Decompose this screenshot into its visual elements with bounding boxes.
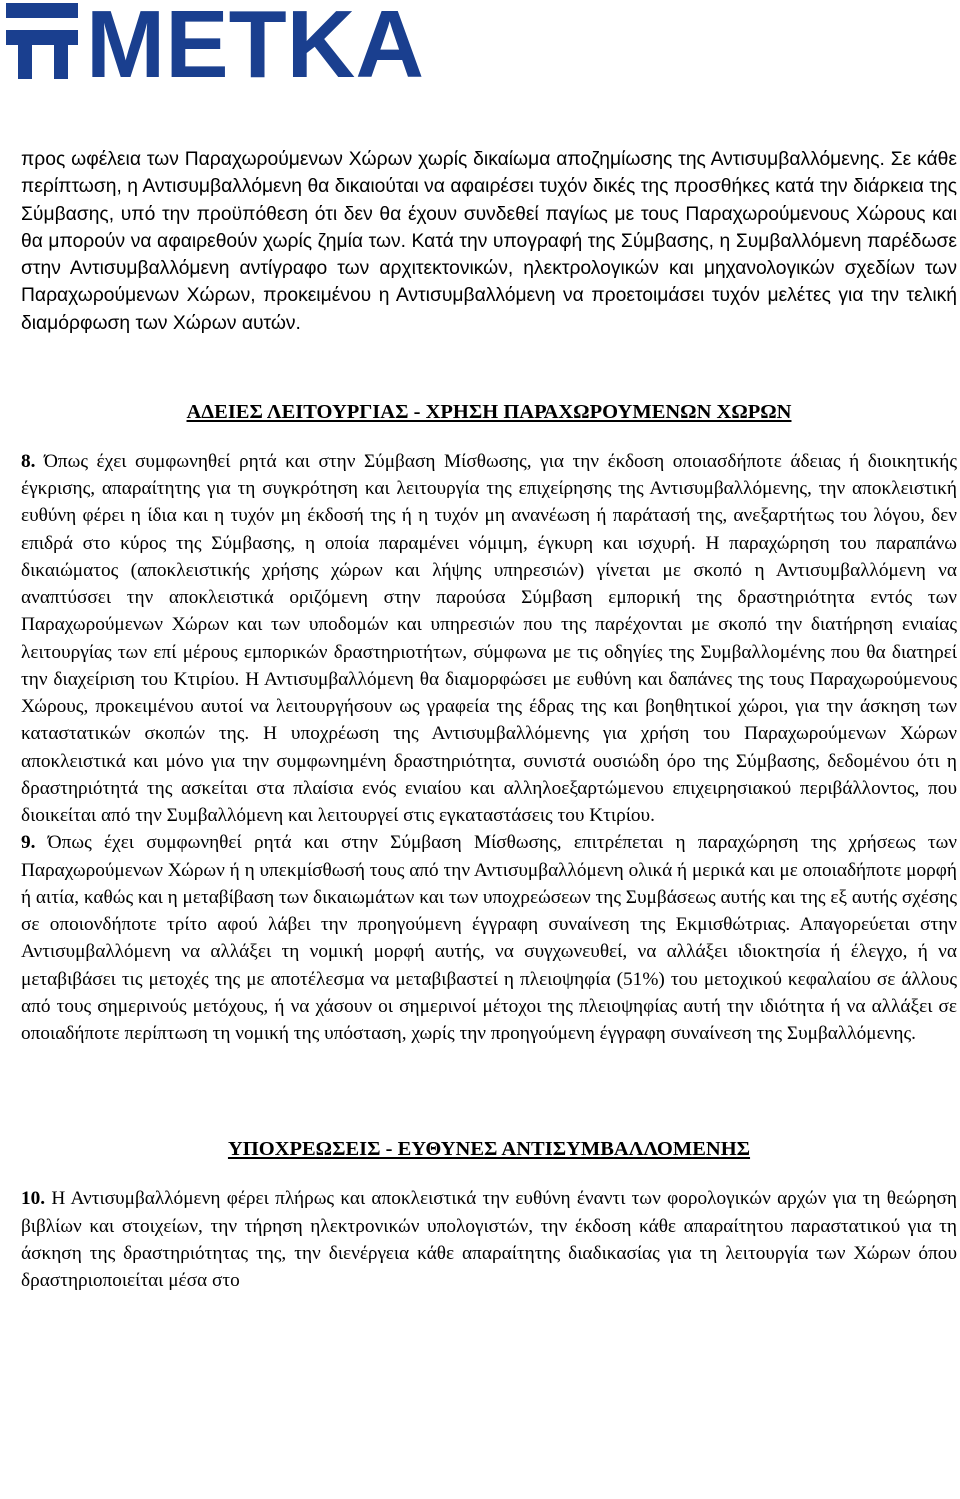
clause-9 <box>21 829 957 1047</box>
clause-number: 10. <box>21 1188 46 1210</box>
section-heading-licenses: ΑΔΕΙΕΣ ΛΕΙΤΟΥΡΓΙΑΣ - ΧΡΗΣΗ ΠΑΡΑΧΩΡΟΥΜΕΝΩΝ ΧΩΡΩΝ <box>186 400 792 423</box>
metka-logo-icon <box>6 3 426 79</box>
clause-10 <box>21 1185 957 1294</box>
clause-number: 9. <box>21 832 36 854</box>
paragraph-text: προς ωφέλεια των Παραχωρούμενων Χώρων χωρίς δικαίωμα αποζημίωσης της Αντισυμβαλλόμενης. Σε κάθε περίπτωση, η Αντισυμβαλλόμενη θα δικαιούται να αφαιρέσει τυχόν δικές της προσθήκες κατά την διάρκεια της Σύμβασης, υπό την προϋπόθεση ότι δεν θα έχουν συνδεθεί παγίως με τους Παραχωρούμενους Χώρους και θα μπορούν να αφαιρεθούν χωρίς ζημία των. Κατά την υπογραφή της Σύμβασης, η Συμβαλλόμενη παρέδωσε στην Αντισυμβαλλόμενη αντίγραφο των αρχιτεκτονικών, ηλεκτρολογικών και μηχανολογικών σχεδίων των Παραχωρούμενων Χώρων, προκειμένου η Αντισυμβαλλόμενη να προετοιμάσει τυχόν μελέτες για την τελική διαμόρφωση των Χώρων αυτών. <box>21 149 957 334</box>
clause-8 <box>21 448 957 830</box>
clause-text: Η Αντισυμβαλλόμενη φέρει πλήρως και αποκλειστικά την ευθύνη έναντι των φορολογικών αρχών για τη θεώρηση βιβλίων και στοιχείων, την τήρηση ηλεκτρονικών υπολογιστών, την έκδοση κάθε απαραίτητου παραστατικού για τη άσκηση της δραστηριότητας της, την διενέργεια κάθε απαραίτητης διαδικασίας για τη λειτουργία των Χώρων όπου δραστηριοποιείται μέσα στο <box>21 1188 957 1291</box>
paragraph-continuation <box>21 146 957 337</box>
clause-text: Όπως έχει συμφωνηθεί ρητά και στην Σύμβαση Μίσθωσης, για την έκδοση οποιασδήποτε άδειας ή διοικητικής έγκρισης, απαραίτητης για τη συγκρότηση και λειτουργία της επιχείρησης της Αντισυμβαλλόμενης, την αποκλειστική ευθύνη φέρει η ίδια και η τυχόν μη έκδοσή της ή η τυχόν μη ανανέωση ή παράτασή της, ανεξαρτήτως του λόγου, δεν επιδρά στο κύρος της Σύμβασης, η οποία παραμένει νόμιμη, έγκυρη και ισχυρή. Η παραχώρηση του παραπάνω δικαιώματος (αποκλειστικής χρήσης χώρων και λήψης υπηρεσιών) γίνεται με σκοπό η Αντισυμβαλλόμενη να αναπτύσσει την αποκλειστικά οριζόμενη στην παρούσα Σύμβαση εμπορική της δραστηριότητα εντός των Παραχωρούμενων Χώρων και των υποδομών και υπηρεσιών που της παρέχονται με σκοπό την διατήρηση ενιαίας λειτουργίας των επί μέρους εμπορικών δραστηριοτήτων, σύμφωνα με τις οδηγίες της Συμβαλλομένης που θα διατηρεί την διαχείριση του Κτιρίου. Η Αντισυμβαλλόμενη θα διαμορφώσει με ευθύνη και δαπάνες της τους Παραχωρούμενους Χώρους, προκειμένου αυτοί να λειτουργήσουν ως γραφεία της έδρας της και βοηθητικοί χώροι, για την άσκηση των καταστατικών σκοπών της. Η υποχρέωση της Αντισυμβαλλόμενης για χρήση του Παραχωρούμενων Χώρων αποκλειστικά και μόνο για την συμφωνημένη δραστηριότητα, συνιστά ουσιώδη όρο της Σύμβασης, δεδομένου ότι η δραστηριότητά της ασκείται στα πλαίσια ενός ενιαίου και αλληλοεξαρτώμενου επιχειρησιακού περιβάλλοντος, που διοικείται από την Συμβαλλόμενη και λειτουργεί στις εγκαταστάσεις του Κτιρίου. <box>21 450 957 826</box>
metka-logo <box>6 3 426 79</box>
section-heading-obligations: ΥΠΟΧΡΕΩΣΕΙΣ - ΕΥΘΥΝΕΣ ΑΝΤΙΣΥΜΒΑΛΛΟΜΕΝΗΣ <box>227 1138 751 1161</box>
logo-wordmark: METKA <box>86 3 424 79</box>
document-body <box>21 146 957 1294</box>
clause-number: 8. <box>21 450 36 472</box>
clause-text: Όπως έχει συμφωνηθεί ρητά και στην Σύμβαση Μίσθωσης, επιτρέπεται η παραχώρηση της χρήσεως των Παραχωρούμενων Χώρων ή η υπεκμίσθωσή τους από την Αντισυμβαλλόμενη ολικά ή μερικά και με οποιαδήποτε μορφή ή αιτία, καθώς και η μεταβίβαση των δικαιωμάτων και των υποχρεώσεων της Συμβάσεως αυτής και της εξ αυτής σχέσης σε οποιονδήποτε τρίτο αφού λάβει την προηγούμενη έγγραφη συναίνεση της Εκμισθώτριας. Απαγορεύεται στην Αντισυμβαλλόμενη να αλλάξει τη νομική μορφή αυτής, να συγχωνευθεί, να αλλάξει ιδιοκτησία ή έλεγχο, ή να μεταβιβάσει τις μετοχές της με αποτέλεσμα να μεταβιβαστεί η πλειοψηφία (51%) του μετοχικού κεφαλαίου σε άλλους από τους σημερινούς μετόχους, ή να χάσουν οι σημερινοί μέτοχοι της πλειοψηφίας αυτή την ιδιότητα ή να αλλάξει σε οποιαδήποτε περίπτωση τη νομική της υπόσταση, χωρίς την προηγούμενη έγγραφη συναίνεση της Συμβαλλόμενης. <box>21 832 957 1044</box>
